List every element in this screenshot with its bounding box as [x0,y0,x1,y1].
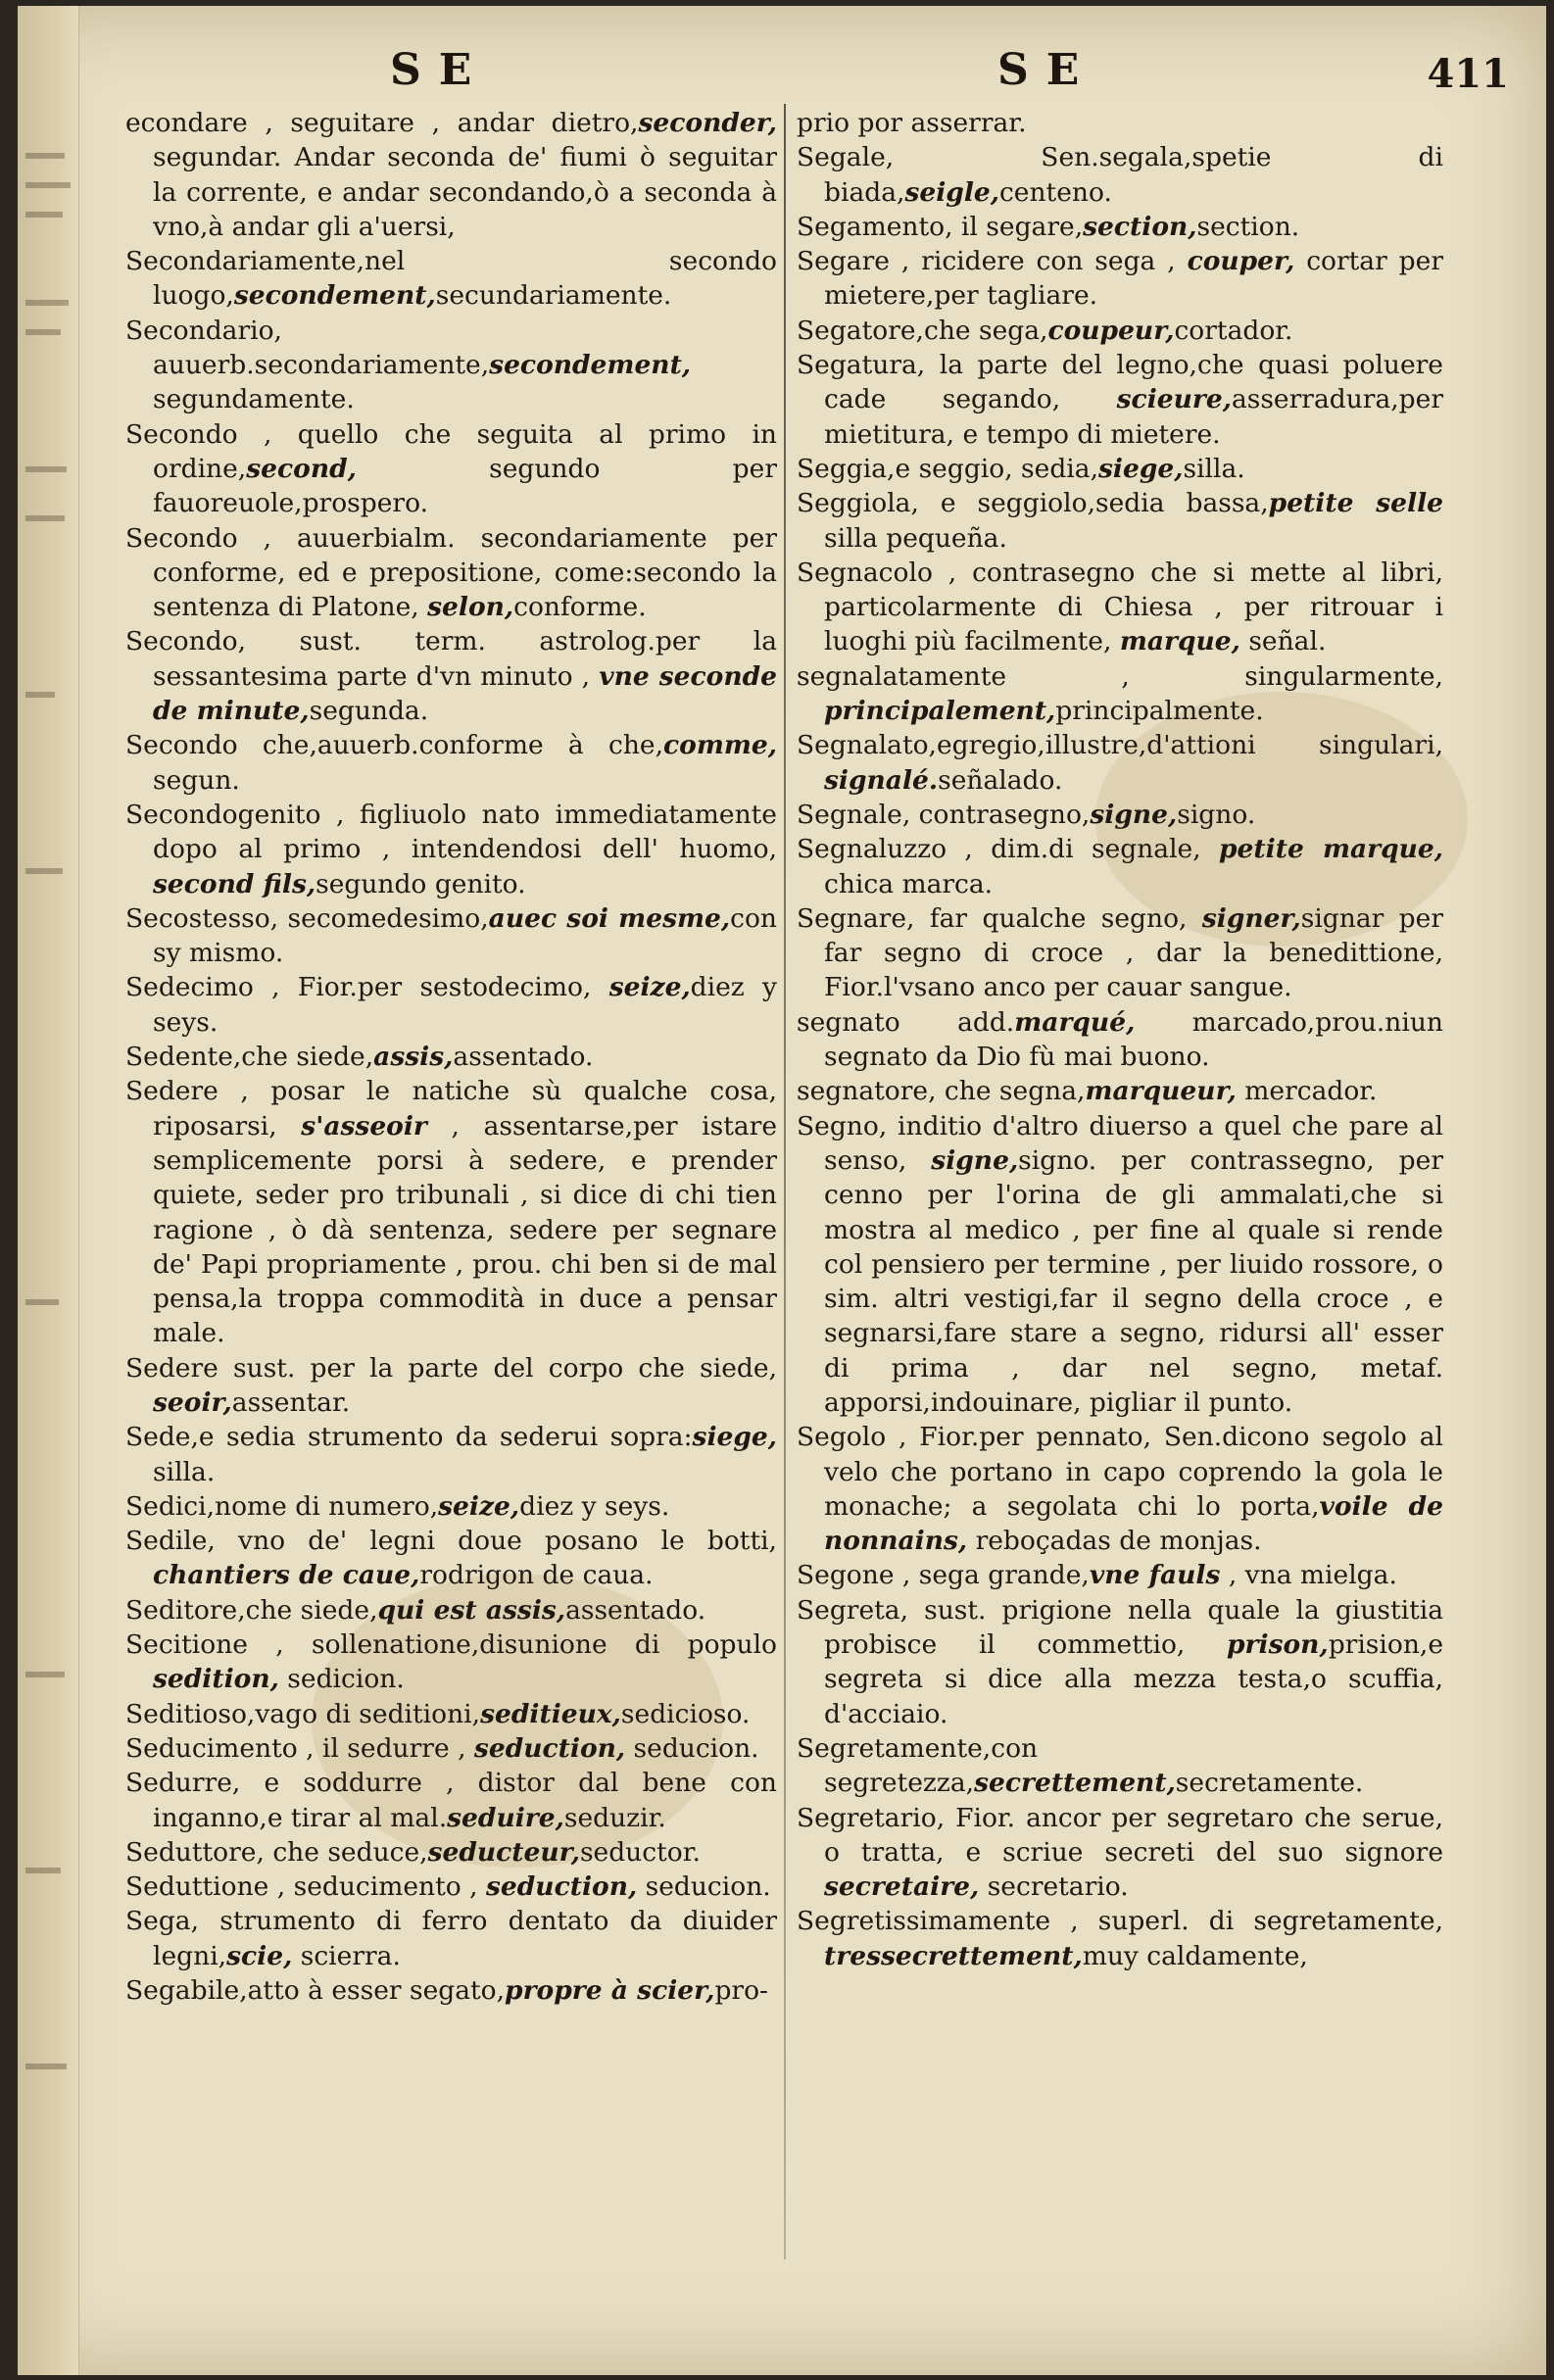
dictionary-entry [797,832,1443,901]
entry-text: Seducimento , il sedurre , [125,1732,474,1764]
french-equivalent: auec soi mesme, [488,902,731,934]
dictionary-entry [125,970,777,1040]
entry-continuation: señalado. [938,764,1063,796]
entry-continuation: assentado. [565,1594,706,1626]
french-equivalent: scieure, [1116,384,1232,415]
entry-text: Secostesso, secomedesimo, [125,902,489,934]
entry-text: Segamento, il segare, [797,211,1084,242]
dictionary-entry [797,314,1443,348]
entry-continuation: asserradura,per mietitura, e tempo di mietere. [824,384,1443,450]
entry-text: Segreta, sust. prigione nella quale la giustitia probisce il commettio, [797,1594,1443,1661]
dictionary-entry [797,1904,1443,1973]
french-equivalent: seize, [438,1490,520,1522]
french-equivalent: selon, [427,592,514,623]
entry-text: Seggiola, e seggiolo,sedia bassa, [797,488,1269,519]
french-equivalent: seditieux, [480,1698,621,1729]
entry-text: Sedici,nome di numero, [125,1490,439,1522]
entry-continuation: seductor. [579,1836,701,1868]
dictionary-entry [125,1627,777,1697]
entry-continuation: pro- [714,1975,768,2007]
french-equivalent: tressecrettement, [824,1940,1083,1971]
entry-text: Segare , ricidere con sega , [797,246,1188,277]
french-equivalent: marque, [1119,626,1240,657]
french-equivalent: secretaire, [824,1871,980,1903]
entry-continuation: signar per far segno di croce , dar la benedittione, Fior.l'vsano anco per cauar sangue. [824,902,1444,1003]
dictionary-entry [797,244,1443,314]
entry-continuation: sedicion. [278,1664,405,1695]
running-head-left: SE [390,45,490,95]
dictionary-entry [125,314,777,417]
column-divider [784,104,786,2259]
dictionary-entry [125,106,777,244]
french-equivalent: signe, [931,1144,1019,1176]
entry-continuation: rodrigon de caua. [419,1560,654,1591]
entry-text: Segone , sega grande, [797,1560,1090,1591]
entry-continuation: centeno. [998,176,1112,208]
entry-text: Seggia,e seggio, sedia, [797,453,1098,484]
entry-text: segnatore, che segna, [797,1076,1086,1107]
entry-continuation: signo. per contrassegno, per cenno per l'orina de gli ammalati,che si mostra al medico , per fine al quale si rende col pensiero per termine , per liuido rossore, o sim. altri vestigi,far il segno della croce , e segnarsi,fare stare a segno, ridursi all' esser di prima , dar nel segno, metaf. apporsi,indouinare, pigliar il punto. [824,1144,1443,1418]
right-column [797,106,1443,1973]
entry-continuation: principalmente. [1055,696,1264,727]
french-equivalent: seduire, [447,1802,564,1833]
french-equivalent: voile de nonnains, [824,1490,1443,1557]
entry-continuation: con sy mismo. [153,902,777,969]
entry-continuation: chica marca. [824,868,994,899]
entry-text: Sede,e sedia strumento da sederui sopra: [125,1422,693,1453]
entry-continuation: marcado,prou.niun segnato da Dio fù mai buono. [824,1006,1443,1073]
dictionary-entry [125,1973,777,2008]
french-equivalent: sedition, [153,1664,279,1695]
dictionary-entry [797,1420,1443,1558]
french-equivalent: couper, [1187,246,1295,277]
entry-continuation: assentar. [231,1386,351,1418]
entry-text: Segolo , Fior.per pennato, Sen.dicono segolo al velo che portano in capo coprendo la gola le monache; a segolata chi lo porta, [797,1422,1443,1522]
french-equivalent: marqué, [1014,1006,1136,1038]
dictionary-entry [125,1524,777,1593]
entry-text: Sedere sust. per la parte del corpo che siede, [125,1352,777,1384]
entry-continuation: cortar per mietere,per tagliare. [824,246,1443,312]
dictionary-entry [797,348,1443,452]
entry-text: prio por asserrar. [797,108,1027,138]
french-equivalent: seducteur, [427,1836,580,1868]
entry-text: Segretamente,con segretezza, [797,1732,1039,1799]
french-equivalent: secondement, [489,350,692,381]
dictionary-entry [125,1593,777,1627]
entry-text: Secitione , sollenatione,disunione di populo [125,1629,777,1661]
dictionary-entry [797,1801,1443,1905]
entry-text: Sedecimo , Fior.per sestodecimo, [125,972,609,1003]
book-page [18,6,1546,2375]
french-equivalent: signer, [1201,902,1301,934]
dictionary-entry [797,901,1443,1005]
entry-text: Secondogenito , figliuolo nato immediatamente dopo al primo , intendendosi dell' huomo, [125,799,777,865]
french-equivalent: second fils, [153,868,316,899]
dictionary-entry [125,798,777,901]
entry-text: Segretario, Fior. ancor per segretaro che serue, o tratta, e scriue secreti del suo signore [797,1802,1443,1868]
entry-continuation: segun. [153,764,240,796]
french-equivalent: vne seconde de minute, [153,660,777,727]
entry-text: Seduttore, che seduce, [125,1836,428,1868]
dictionary-entry [125,1697,777,1731]
french-equivalent: siege, [692,1422,777,1453]
entry-text: Secondario, auuerb.secondariamente, [125,315,490,381]
dictionary-entry [797,556,1443,659]
french-equivalent: marqueur, [1085,1076,1237,1107]
french-equivalent: chantiers de caue, [153,1560,420,1591]
dictionary-entry [797,1593,1443,1731]
entry-text: Sedile, vno de' legni doue posano le botti, [125,1526,777,1557]
dictionary-entry [797,486,1443,556]
entry-continuation: seducion. [637,1871,771,1903]
french-equivalent: coupeur, [1047,315,1175,346]
french-equivalent: seduction, [473,1732,626,1764]
running-head-right: SE [997,45,1097,95]
dictionary-entry [797,798,1443,832]
entry-continuation: sedicioso. [620,1698,751,1729]
dictionary-entry [125,1489,777,1524]
french-equivalent: s'asseoir [301,1110,427,1141]
entry-text: Seduttione , seducimento , [125,1871,486,1903]
entry-text: Segno, inditio d'altro diuerso a quel che pare al senso, [797,1110,1443,1176]
entry-continuation: conforme. [513,592,647,623]
entry-text: Segabile,atto à esser segato, [125,1975,506,2007]
entry-continuation: silla pequeña. [824,522,1007,554]
dictionary-entry [125,244,777,314]
french-equivalent: siege, [1098,453,1184,484]
entry-text: econdare , seguitare , andar dietro, [125,108,639,138]
entry-text: Segnalato,egregio,illustre,d'attioni singulari, [797,730,1443,761]
entry-continuation: scierra. [292,1940,401,1971]
french-equivalent: comme, [663,730,777,761]
entry-text: Segnale, contrasegno, [797,799,1091,830]
dictionary-entry [125,1420,777,1489]
dictionary-entry [125,1766,777,1835]
entry-text: Sedente,che siede, [125,1042,374,1073]
french-equivalent: propre à scier, [505,1975,715,2007]
entry-continuation: segundo genito. [316,868,526,899]
french-equivalent: petite marque, [1219,834,1444,865]
left-column [125,106,777,2008]
entry-text: Sega, strumento di ferro dentato da diuider legni, [125,1906,777,1971]
entry-continuation: muy caldamente, [1082,1940,1308,1971]
entry-continuation: seducion. [625,1732,759,1764]
dictionary-entry [797,140,1443,210]
french-equivalent: seigle, [904,176,999,208]
entry-text: Segnacolo , contrasegno che si mette al libri, particolarmente di Chiesa , per ritrouar i luoghi più facilmente, [797,557,1443,657]
entry-continuation: secretamente. [1175,1768,1364,1799]
french-equivalent: secrettement, [974,1768,1176,1799]
dictionary-entry [125,1040,777,1074]
entry-continuation: mercador. [1236,1076,1378,1107]
entry-text: Secondo, sust. term. astrolog.per la sessantesima parte d'vn minuto , [125,626,777,692]
french-equivalent: signe, [1090,799,1178,830]
entry-text: Segnaluzzo , dim.di segnale, [797,834,1220,865]
french-equivalent: seconder, [638,108,777,138]
dictionary-entry [125,901,777,971]
dictionary-entry [125,1074,777,1350]
dictionary-entry [797,728,1443,798]
french-equivalent: seduction, [486,1871,638,1903]
entry-text: Seditioso,vago di seditioni, [125,1698,481,1729]
entry-text: Segatura, la parte del legno,che quasi poluere cade segando, [797,350,1443,415]
entry-continuation: señal. [1239,626,1327,657]
french-equivalent: second, [246,453,357,484]
french-equivalent: assis, [373,1042,454,1073]
dictionary-entry [797,452,1443,486]
entry-continuation: secundariamente. [435,280,672,312]
facing-page-margin [18,6,79,2375]
entry-continuation: cortador. [1174,315,1293,346]
entry-continuation: , vna mielga. [1220,1560,1397,1591]
entry-continuation: reboçadas de monjas. [967,1526,1262,1557]
dictionary-entry [125,417,777,521]
french-equivalent: section, [1083,211,1197,242]
entry-continuation: secretario. [979,1871,1129,1903]
dictionary-entry [797,1074,1443,1108]
entry-continuation: segunda. [309,696,429,727]
dictionary-entry [797,106,1443,140]
dictionary-entry [797,659,1443,729]
french-equivalent: principalement, [824,696,1056,727]
entry-text: Secondo , quello che seguita al primo in ordine, [125,418,777,484]
french-equivalent: petite selle [1268,488,1444,519]
entry-continuation: signo. [1177,799,1256,830]
entry-text: Sedere , posar le natiche sù qualche cosa, riposarsi, [125,1076,777,1141]
entry-continuation: segundar. Andar seconda de' fiumi ò seguitar la corrente, e andar secondando,ò a seconda à vno,à andar gli a'uersi, [153,142,777,242]
dictionary-entry [797,1558,1443,1592]
entry-text: Segatore,che sega, [797,315,1048,346]
french-equivalent: prison, [1227,1629,1329,1661]
entry-text: Segale, Sen.segala,spetie di biada, [797,142,1443,208]
dictionary-entry [125,521,777,625]
entry-continuation: diez y seys. [519,1490,670,1522]
dictionary-entry [797,1005,1443,1075]
dictionary-entry [125,1351,777,1421]
dictionary-entry [125,1870,777,1904]
entry-text: Segnare, far qualche segno, [797,902,1202,934]
french-equivalent: qui est assis, [377,1594,566,1626]
entry-text: segnato add. [797,1006,1015,1038]
french-equivalent: seoir, [153,1386,232,1418]
french-equivalent: signalé. [824,764,939,796]
entry-text: Segretissimamente , superl. di segretamente, [797,1906,1443,1937]
entry-text: Secondariamente,nel secondo luogo, [125,246,777,312]
french-equivalent: vne fauls [1089,1560,1221,1591]
entry-continuation: , assentarse,per istare semplicemente porsi à sedere, e prender quiete, seder pro tribunali , si dice di chi tien ragione , ò dà sentenza, sedere per segnare de' Papi propriamente , prou. chi ben si de mal pensa,la troppa commodità in duce a pensar male. [153,1110,777,1349]
dictionary-entry [125,624,777,728]
entry-text: Secondo , auuerbialm. secondariamente per conforme, ed e prepositione, come:secondo la sentenza di Platone, [125,522,777,623]
dictionary-entry [125,1731,777,1766]
entry-continuation: diez y seys. [153,972,778,1038]
entry-text: Seditore,che siede, [125,1594,378,1626]
entry-continuation: segundamente. [153,384,355,415]
dictionary-entry [125,1835,777,1870]
french-equivalent: secondement, [233,280,436,312]
entry-continuation: section. [1196,211,1300,242]
dictionary-entry [125,728,777,798]
entry-continuation: assentado. [453,1042,594,1073]
dictionary-entry [125,1904,777,1973]
entry-continuation: silla. [1183,453,1245,484]
entry-text: segnalatamente , singularmente, [797,660,1443,692]
dictionary-entry [797,1731,1443,1801]
page-number: 411 [1427,51,1509,97]
dictionary-entry [797,210,1443,244]
entry-text: Sedurre, e soddurre , distor dal bene con inganno,e tirar al mal. [125,1768,777,1833]
dictionary-entry [797,1109,1443,1421]
entry-continuation: segundo per fauoreuole,prospero. [153,453,777,519]
french-equivalent: scie, [226,1940,293,1971]
entry-text: Secondo che,auuerb.conforme à che, [125,730,664,761]
entry-continuation: prision,e segreta si dice alla mezza testa,o scuffia, d'acciaio. [824,1629,1443,1729]
entry-continuation: seduzir. [563,1802,666,1833]
french-equivalent: seize, [608,972,691,1003]
entry-continuation: silla. [153,1456,216,1487]
